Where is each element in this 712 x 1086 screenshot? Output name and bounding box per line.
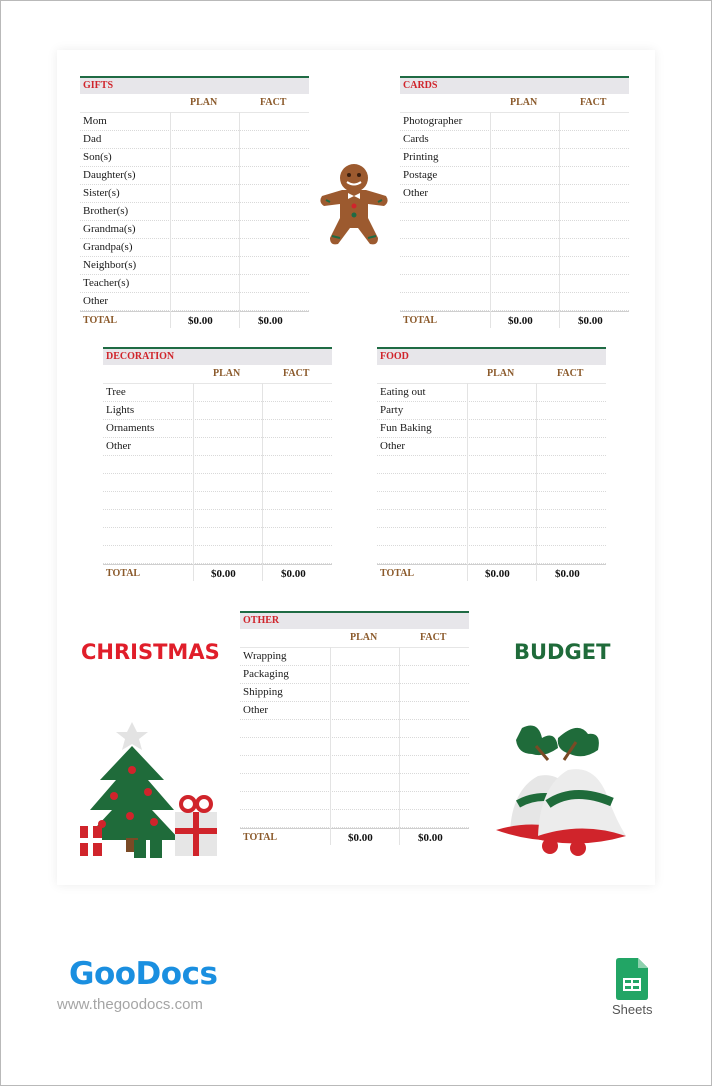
decoration-title: DECORATION xyxy=(106,351,175,362)
row-label: Tree xyxy=(106,386,126,398)
table-row[interactable] xyxy=(400,221,629,239)
row-label: Packaging xyxy=(243,668,289,680)
cards-header xyxy=(400,76,629,94)
row-label: Neighbor(s) xyxy=(83,259,137,271)
gifts-column-headers xyxy=(80,94,309,113)
table-row[interactable] xyxy=(400,239,629,257)
row-label: Postage xyxy=(403,169,438,181)
table-row[interactable] xyxy=(80,257,309,275)
plan-column-header: PLAN xyxy=(213,368,241,379)
table-row[interactable] xyxy=(400,203,629,221)
row-label: Brother(s) xyxy=(83,205,129,217)
fact-column-header: FACT xyxy=(420,632,447,643)
table-row[interactable] xyxy=(240,684,469,702)
christmas-title: CHRISTMAS xyxy=(81,640,220,664)
row-label: Printing xyxy=(403,151,439,163)
table-row[interactable] xyxy=(80,275,309,293)
column-divider xyxy=(170,112,171,328)
gifts-total-row xyxy=(80,311,309,330)
budget-title: BUDGET xyxy=(514,640,611,664)
table-row[interactable] xyxy=(377,474,606,492)
row-label: Shipping xyxy=(243,686,283,698)
row-label: Lights xyxy=(106,404,135,416)
fact-column-header: FACT xyxy=(283,368,310,379)
row-label: Eating out xyxy=(380,386,426,398)
fact-column-header: FACT xyxy=(580,97,607,108)
table-row[interactable] xyxy=(400,149,629,167)
table-row[interactable] xyxy=(400,185,629,203)
food-table xyxy=(377,347,606,583)
table-row[interactable] xyxy=(80,149,309,167)
decoration-total-row xyxy=(103,564,332,583)
table-row[interactable] xyxy=(400,167,629,185)
total-fact-value: $0.00 xyxy=(418,832,443,844)
row-label: Dad xyxy=(83,133,102,145)
table-row[interactable] xyxy=(240,648,469,666)
table-row[interactable] xyxy=(377,510,606,528)
other-total-row xyxy=(240,828,469,847)
christmas-tree-icon xyxy=(80,720,220,860)
christmas-bells-icon xyxy=(492,720,632,860)
row-label: Cards xyxy=(403,133,429,145)
row-label: Grandpa(s) xyxy=(83,241,133,253)
table-row[interactable] xyxy=(400,275,629,293)
column-divider xyxy=(467,383,468,581)
gifts-header xyxy=(80,76,309,94)
plan-column-header: PLAN xyxy=(350,632,378,643)
total-label: TOTAL xyxy=(106,568,141,579)
table-row[interactable] xyxy=(103,402,332,420)
sheets-label: Sheets xyxy=(612,1002,653,1017)
gifts-title: GIFTS xyxy=(83,80,114,91)
other-title: OTHER xyxy=(243,615,280,626)
row-label: Other xyxy=(403,187,429,199)
table-row[interactable] xyxy=(103,438,332,456)
total-plan-value: $0.00 xyxy=(485,568,510,580)
cards-title: CARDS xyxy=(403,80,438,91)
row-label: Fun Baking xyxy=(380,422,432,434)
row-label: Photographer xyxy=(403,115,463,127)
table-row[interactable] xyxy=(377,438,606,456)
fact-column-header: FACT xyxy=(260,97,287,108)
row-label: Mom xyxy=(83,115,107,127)
food-total-row xyxy=(377,564,606,583)
row-label: Daughter(s) xyxy=(83,169,136,181)
column-divider xyxy=(559,112,560,328)
decoration-column-headers xyxy=(103,365,332,384)
table-row[interactable] xyxy=(400,131,629,149)
table-row[interactable] xyxy=(400,257,629,275)
total-plan-value: $0.00 xyxy=(508,315,533,327)
table-row[interactable] xyxy=(377,384,606,402)
decoration-table xyxy=(103,347,332,583)
gingerbread-icon xyxy=(318,162,390,248)
table-row[interactable] xyxy=(377,546,606,564)
table-row[interactable] xyxy=(377,456,606,474)
total-plan-value: $0.00 xyxy=(348,832,373,844)
table-row[interactable] xyxy=(80,239,309,257)
total-fact-value: $0.00 xyxy=(258,315,283,327)
table-row[interactable] xyxy=(103,456,332,474)
table-row[interactable] xyxy=(240,756,469,774)
table-row[interactable] xyxy=(377,528,606,546)
decoration-header xyxy=(103,347,332,365)
table-row[interactable] xyxy=(80,131,309,149)
plan-column-header: PLAN xyxy=(510,97,538,108)
food-column-headers xyxy=(377,365,606,384)
table-row[interactable] xyxy=(103,420,332,438)
plan-column-header: PLAN xyxy=(190,97,218,108)
other-column-headers xyxy=(240,629,469,648)
fact-column-header: FACT xyxy=(557,368,584,379)
table-row[interactable] xyxy=(80,113,309,131)
table-row[interactable] xyxy=(103,510,332,528)
table-row[interactable] xyxy=(80,167,309,185)
google-sheets-icon[interactable] xyxy=(616,958,648,1000)
row-label: Grandma(s) xyxy=(83,223,136,235)
total-fact-value: $0.00 xyxy=(281,568,306,580)
cards-total-row xyxy=(400,311,629,330)
column-divider xyxy=(536,383,537,581)
row-label: Teacher(s) xyxy=(83,277,130,289)
column-divider xyxy=(330,647,331,845)
table-row[interactable] xyxy=(103,492,332,510)
row-label: Other xyxy=(380,440,406,452)
row-label: Other xyxy=(106,440,132,452)
table-row[interactable] xyxy=(240,810,469,828)
other-table xyxy=(240,611,469,847)
total-label: TOTAL xyxy=(380,568,415,579)
food-header xyxy=(377,347,606,365)
row-label: Other xyxy=(83,295,109,307)
table-row[interactable] xyxy=(240,666,469,684)
table-row[interactable] xyxy=(240,774,469,792)
table-row[interactable] xyxy=(377,402,606,420)
cards-table xyxy=(400,76,629,330)
total-label: TOTAL xyxy=(403,315,438,326)
column-divider xyxy=(262,383,263,581)
table-row[interactable] xyxy=(240,720,469,738)
table-row[interactable] xyxy=(103,528,332,546)
food-title: FOOD xyxy=(380,351,409,362)
column-divider xyxy=(490,112,491,328)
table-row[interactable] xyxy=(80,203,309,221)
total-label: TOTAL xyxy=(83,315,118,326)
other-header xyxy=(240,611,469,629)
total-plan-value: $0.00 xyxy=(211,568,236,580)
table-row[interactable] xyxy=(80,221,309,239)
table-row[interactable] xyxy=(103,474,332,492)
row-label: Other xyxy=(243,704,269,716)
total-plan-value: $0.00 xyxy=(188,315,213,327)
cards-column-headers xyxy=(400,94,629,113)
row-label: Party xyxy=(380,404,404,416)
table-row[interactable] xyxy=(80,293,309,311)
table-row[interactable] xyxy=(103,546,332,564)
table-row[interactable] xyxy=(400,293,629,311)
table-row[interactable] xyxy=(240,738,469,756)
column-divider xyxy=(399,647,400,845)
gifts-table xyxy=(80,76,309,330)
total-fact-value: $0.00 xyxy=(578,315,603,327)
row-label: Wrapping xyxy=(243,650,287,662)
goodocs-logo[interactable]: GooDocs xyxy=(69,956,218,992)
table-row[interactable] xyxy=(400,113,629,131)
table-row[interactable] xyxy=(240,702,469,720)
table-row[interactable] xyxy=(377,492,606,510)
plan-column-header: PLAN xyxy=(487,368,515,379)
table-row[interactable] xyxy=(240,792,469,810)
column-divider xyxy=(193,383,194,581)
table-row[interactable] xyxy=(377,420,606,438)
table-row[interactable] xyxy=(80,185,309,203)
row-label: Ornaments xyxy=(106,422,155,434)
table-row[interactable] xyxy=(103,384,332,402)
row-label: Sister(s) xyxy=(83,187,120,199)
column-divider xyxy=(239,112,240,328)
total-label: TOTAL xyxy=(243,832,278,843)
row-label: Son(s) xyxy=(83,151,112,163)
website-url[interactable]: www.thegoodocs.com xyxy=(57,996,203,1013)
total-fact-value: $0.00 xyxy=(555,568,580,580)
